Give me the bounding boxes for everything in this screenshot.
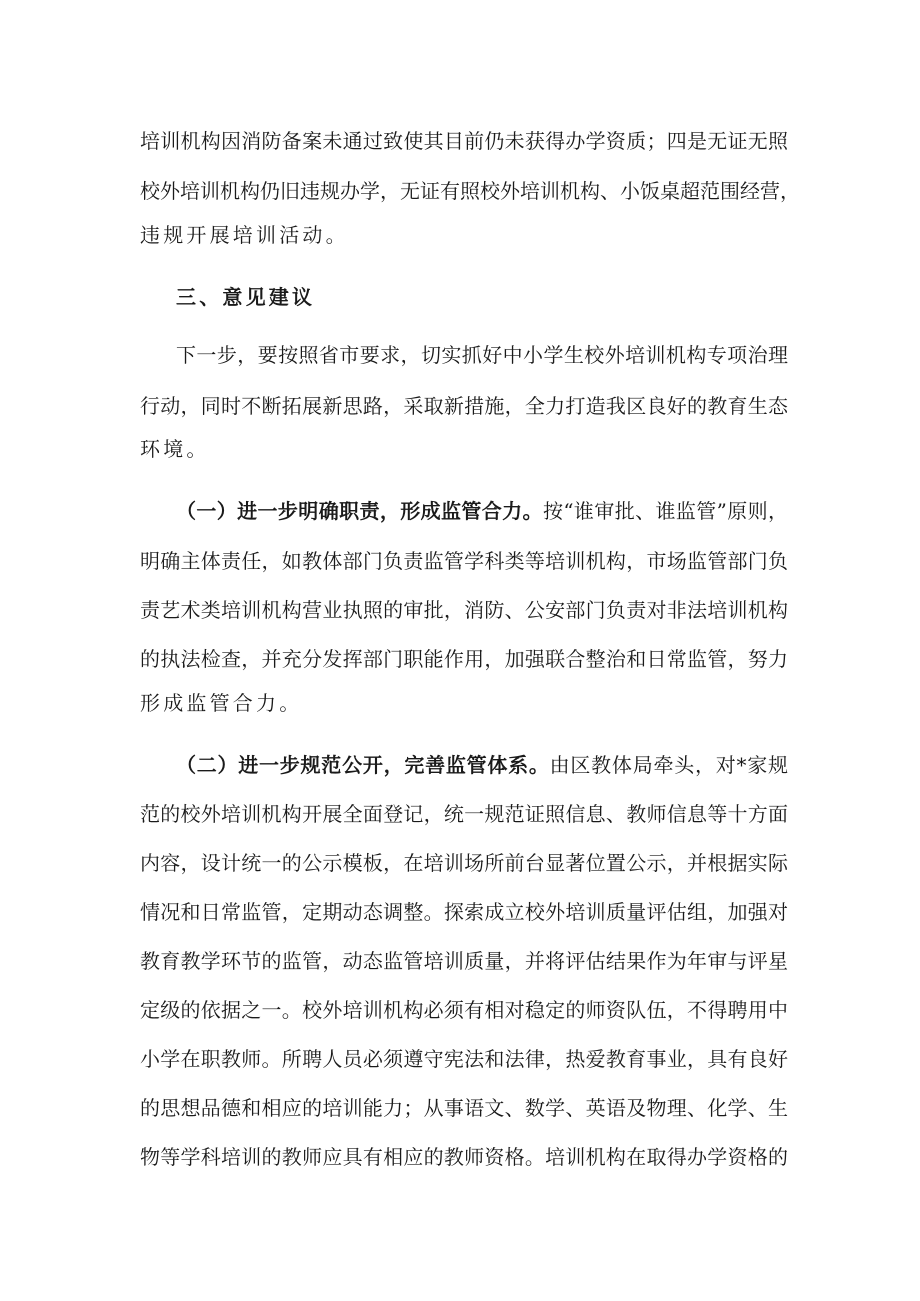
item2-line-3: 内容，设计统一的公示模板，在培训场所前台显著位置公示，并根据实际 — [140, 851, 788, 875]
para-intro-line-1: 培训机构因消防备案未通过致使其目前仍未获得办学资质；四是无证无照 — [140, 129, 788, 153]
item1-line-1-rest: 按“谁审批、谁监管”原则， — [542, 499, 789, 523]
item2-line-8: 的思想品德和相应的培训能力；从事语文、数学、英语及物理、化学、生 — [140, 1096, 788, 1120]
item2-line-6: 定级的依据之一。校外培训机构必须有相对稳定的师资队伍，不得聘用中 — [140, 998, 788, 1022]
item2-line-1-rest: 由区教体局牵头，对*家规 — [549, 753, 789, 777]
item2-line-5: 教育教学环节的监管，动态监管培训质量，并将评估结果作为年审与评星 — [140, 949, 788, 973]
item1-line-5: 形成监管合力。 — [140, 691, 303, 715]
para-next-line-3: 环境。 — [140, 437, 210, 461]
item2-line-1 — [176, 752, 788, 778]
item1-line-4: 的执法检查，并充分发挥部门职能作用，加强联合整治和日常监管，努力 — [140, 647, 788, 671]
item1-line-1 — [176, 498, 788, 524]
item2-line-2: 范的校外培训机构开展全面登记，统一规范证照信息、教师信息等十方面 — [140, 802, 788, 826]
para-intro-line-2: 校外培训机构仍旧违规办学，无证有照校外培训机构、小饭桌超范围经营， — [140, 179, 800, 203]
item2-line-7: 小学在职教师。所聘人员必须遵守宪法和法律，热爱教育事业，具有良好 — [140, 1047, 788, 1071]
item2-line-4: 情况和日常监管，定期动态调整。探索成立校外培训质量评估组，加强对 — [140, 900, 788, 924]
para-next-line-2: 行动，同时不断拓展新思路，采取新措施，全力打造我区良好的教育生态 — [140, 394, 788, 418]
item2-heading: （二）进一步规范公开，完善监管体系。 — [176, 753, 550, 777]
para-intro-line-3: 违规开展培训活动。 — [140, 223, 349, 247]
item1-heading: （一）进一步明确职责，形成监管合力。 — [176, 499, 543, 523]
item2-line-9: 物等学科培训的教师应具有相应的教师资格。培训机构在取得办学资格的 — [140, 1145, 788, 1169]
para-next-line-1: 下一步，要按照省市要求，切实抓好中小学生校外培训机构专项治理 — [176, 343, 788, 367]
item1-line-2: 明确主体责任，如教体部门负责监管学科类等培训机构，市场监管部门负 — [140, 549, 788, 573]
item1-line-3: 责艺术类培训机构营业执照的审批，消防、公安部门负责对非法培训机构 — [140, 598, 788, 622]
section-heading: 三、意见建议 — [176, 285, 316, 309]
